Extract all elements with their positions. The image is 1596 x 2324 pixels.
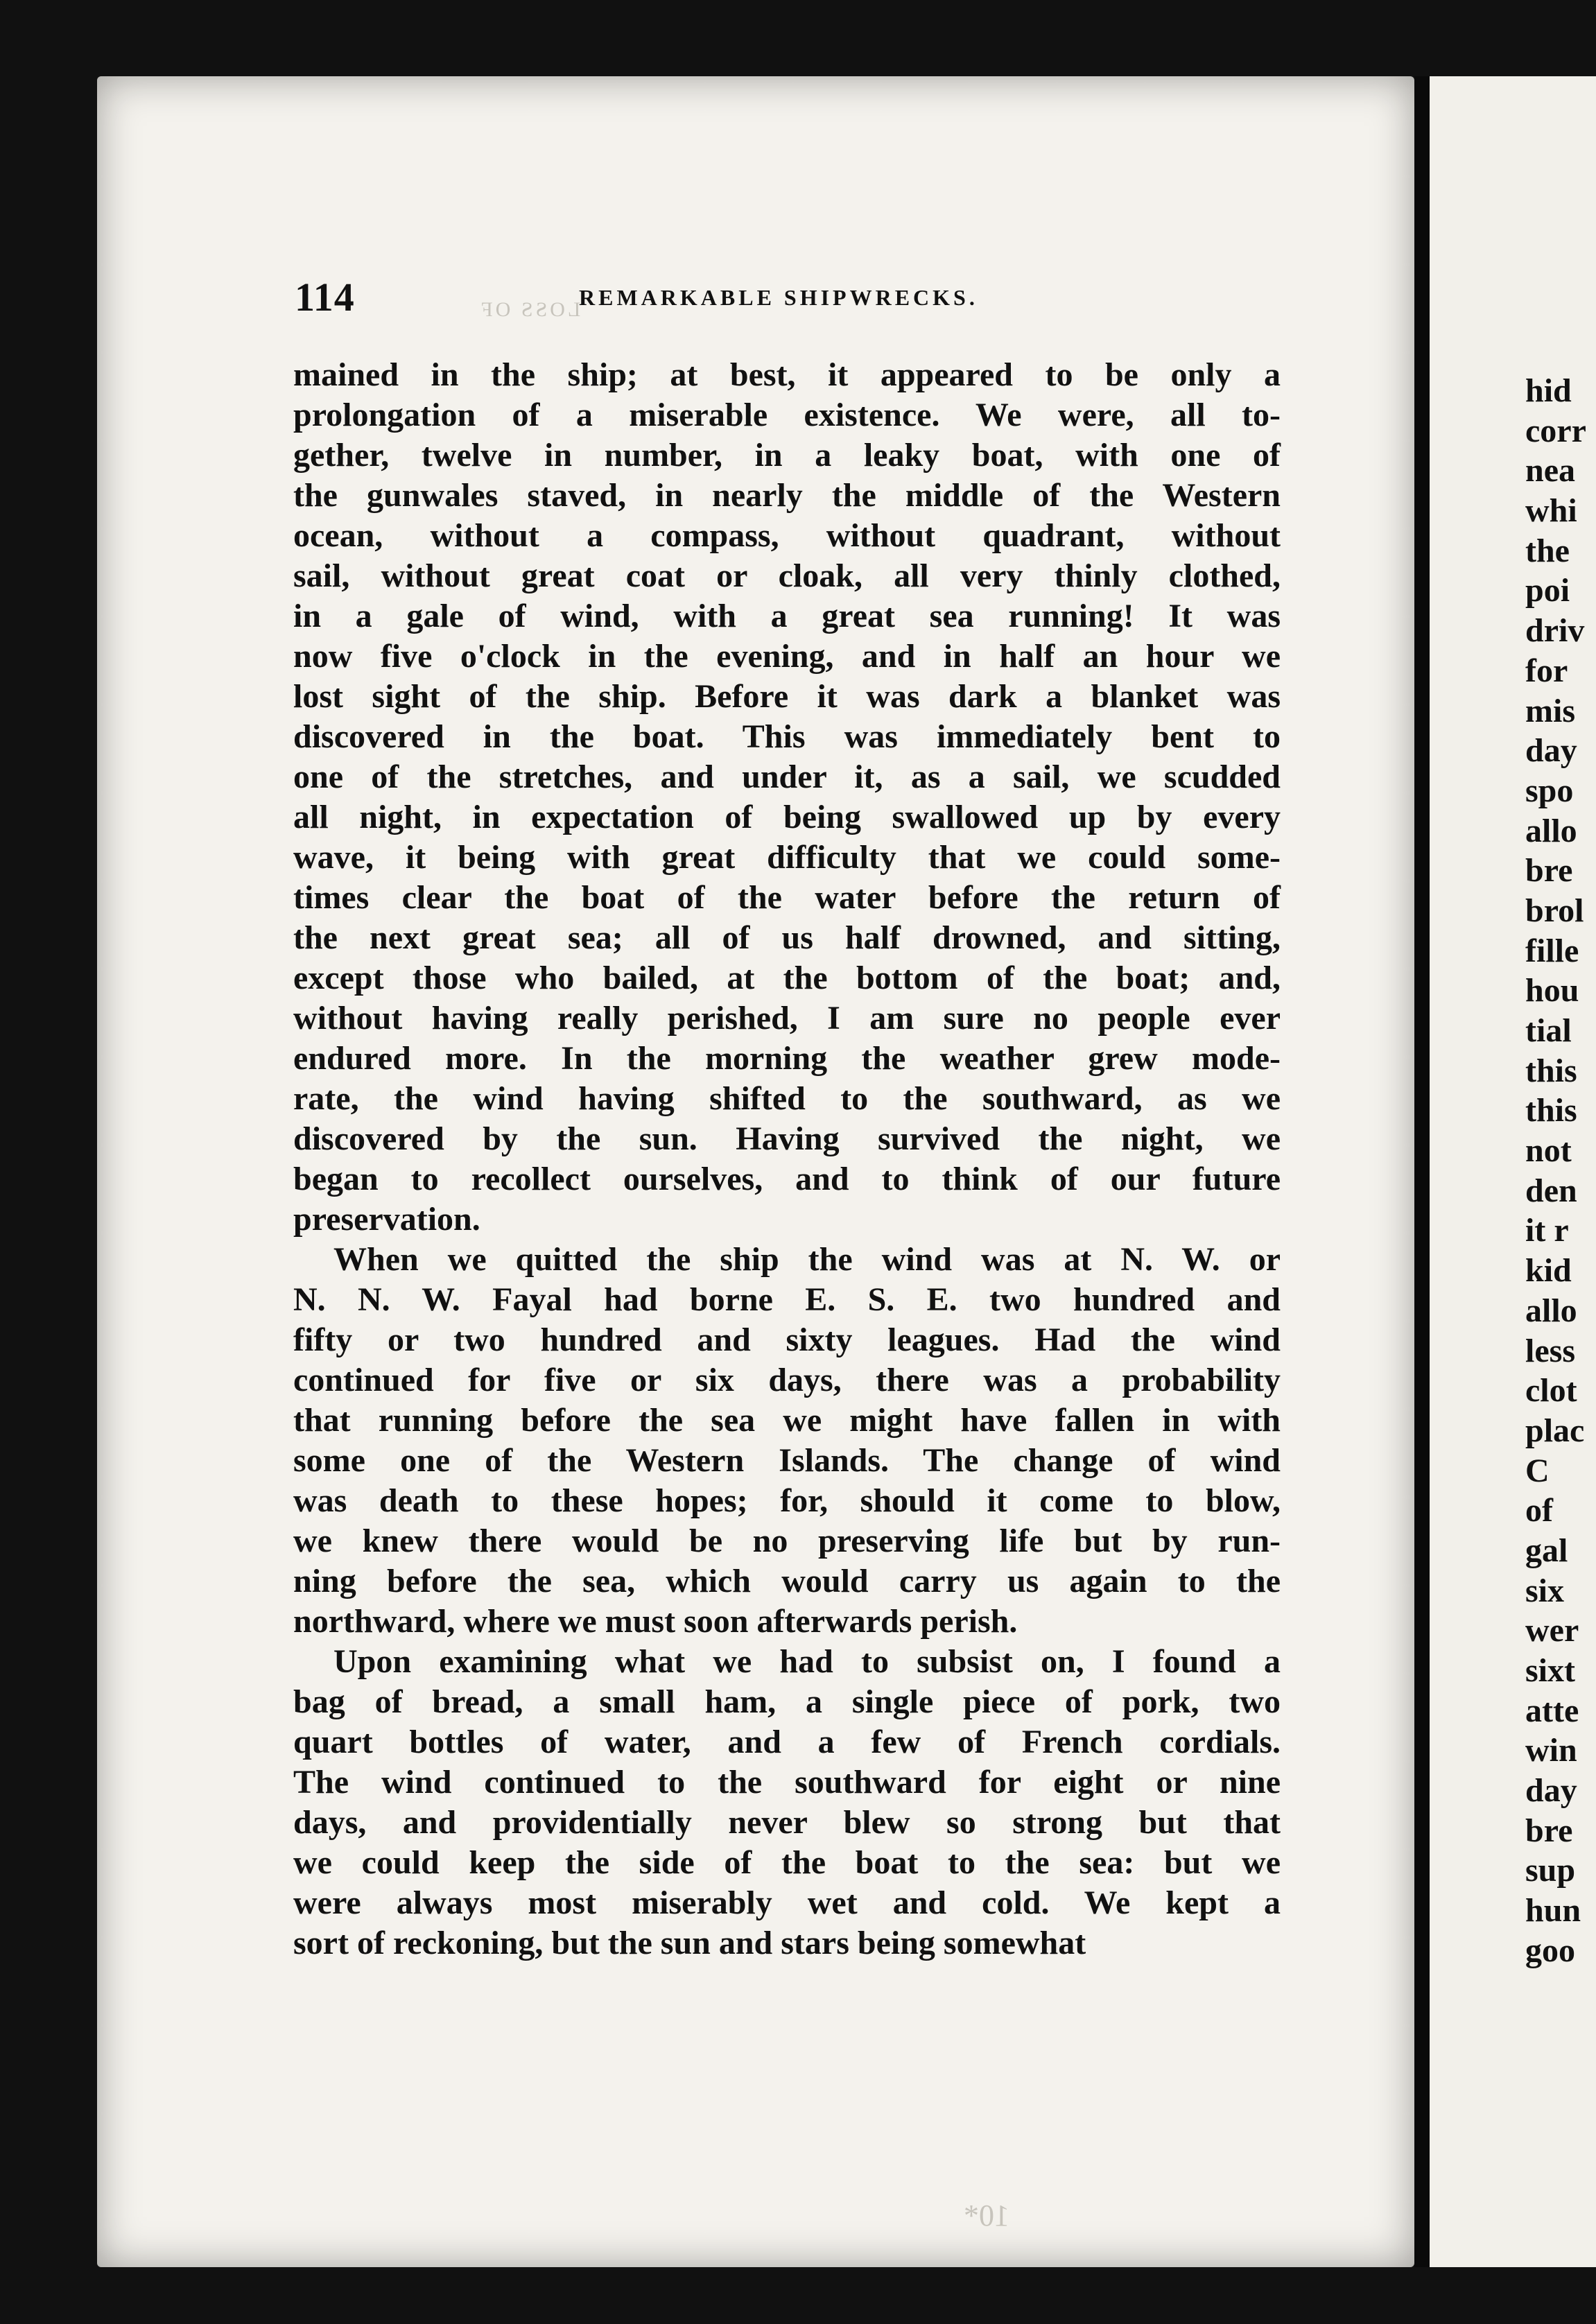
facing-page-fragment: hid (1525, 372, 1572, 409)
text-line: all night, in expectation of being swallowed up by every (293, 799, 1281, 835)
facing-page-fragment: of (1525, 1492, 1553, 1529)
facing-page-fragment: allo (1525, 1292, 1577, 1329)
facing-page-fragment: corr (1525, 412, 1586, 449)
page-number: 114 (295, 275, 355, 320)
facing-page-fragment: six (1525, 1572, 1565, 1609)
facing-page-fragment: den (1525, 1172, 1577, 1209)
facing-page-fragment: wer (1525, 1612, 1579, 1649)
facing-page-fragment: fille (1525, 932, 1579, 969)
bleed-through-heading: LOSS OF (478, 298, 581, 321)
text-line: gether, twelve in number, in a leaky boat, with one of (293, 437, 1281, 474)
text-line: lost sight of the ship. Before it was dark a blanket was (293, 678, 1281, 715)
text-line: rate, the wind having shifted to the southward, as we (293, 1080, 1281, 1117)
facing-page-fragment: C (1525, 1452, 1550, 1489)
text-line: some one of the Western Islands. The change of wind (293, 1442, 1281, 1479)
facing-page-fragment: tial (1525, 1012, 1572, 1049)
text-line: we could keep the side of the boat to the sea: but we (293, 1844, 1281, 1881)
facing-page-fragment: hun (1525, 1892, 1581, 1930)
text-line: days, and providentially never blew so strong but that (293, 1804, 1281, 1841)
text-line: now five o'clock in the evening, and in half an hour we (293, 638, 1281, 675)
facing-page-fragment: hou (1525, 972, 1579, 1009)
text-line: preservation. (293, 1201, 480, 1238)
text-line: were always most miserably wet and cold. We kept a (293, 1884, 1281, 1921)
text-line: N. N. W. Fayal had borne E. S. E. two hundred and (293, 1281, 1281, 1318)
text-line: wave, it being with great difficulty that we could some- (293, 839, 1281, 876)
text-line: The wind continued to the southward for eight or nine (293, 1764, 1281, 1801)
text-line: we knew there would be no preserving life but by run- (293, 1523, 1281, 1559)
text-line: When we quitted the ship the wind was at N. W. or (333, 1241, 1281, 1278)
facing-page-fragment: bre (1525, 852, 1573, 890)
text-line: continued for five or six days, there was a probability (293, 1362, 1281, 1398)
text-line: without having really perished, I am sure no people ever (293, 1000, 1281, 1037)
facing-page-fragment: this (1525, 1092, 1577, 1129)
text-line: the next great sea; all of us half drowned, and sitting, (293, 919, 1281, 956)
text-line: bag of bread, a small ham, a single piece of pork, two (293, 1683, 1281, 1720)
facing-page-fragment: mis (1525, 692, 1575, 729)
text-line: that running before the sea we might have fallen in with (293, 1402, 1281, 1439)
text-line: in a gale of wind, with a great sea running! It was (293, 598, 1281, 634)
text-line: ning before the sea, which would carry us again to the (293, 1563, 1281, 1599)
facing-page-fragment: kid (1525, 1252, 1572, 1290)
text-line: discovered by the sun. Having survived the night, we (293, 1120, 1281, 1157)
facing-page-fragment: sup (1525, 1852, 1576, 1889)
facing-page-fragment: brol (1525, 892, 1584, 929)
text-line: sail, without great coat or cloak, all very thinly clothed, (293, 557, 1281, 594)
text-line: one of the stretches, and under it, as a sail, we scudded (293, 758, 1281, 795)
text-line: quart bottles of water, and a few of French cordials. (293, 1724, 1281, 1760)
book-gutter (1414, 76, 1430, 2267)
text-line: ocean, without a compass, without quadrant, without (293, 517, 1281, 554)
facing-page-fragment: less (1525, 1332, 1575, 1369)
text-line: sort of reckoning, but the sun and stars being somewhat (293, 1925, 1086, 1961)
text-line: was death to these hopes; for, should it come to blow, (293, 1482, 1281, 1519)
bleed-through-footer: 10* (964, 2199, 1009, 2232)
facing-page-fragment: bre (1525, 1812, 1573, 1849)
text-line: except those who bailed, at the bottom of the boat; and, (293, 960, 1281, 996)
text-line: fifty or two hundred and sixty leagues. Had the wind (293, 1321, 1281, 1358)
facing-page-fragment: for (1525, 652, 1568, 689)
text-line: northward, where we must soon afterwards perish. (293, 1603, 1018, 1640)
facing-page-fragment: spo (1525, 772, 1574, 809)
text-line: endured more. In the morning the weather grew mode- (293, 1040, 1281, 1077)
facing-page-fragment: nea (1525, 452, 1575, 489)
running-title: REMARKABLE SHIPWRECKS. (579, 285, 978, 310)
facing-page-text (1525, 371, 1596, 1971)
facing-page-fragment: poi (1525, 572, 1570, 609)
facing-page-fragment: atte (1525, 1692, 1579, 1729)
text-line: discovered in the boat. This was immediately bent to (293, 718, 1281, 755)
facing-page-fragment: plac (1525, 1412, 1585, 1449)
facing-page-fragment: this (1525, 1052, 1577, 1089)
text-line: the gunwales staved, in nearly the middle of the Western (293, 477, 1281, 514)
facing-page-fragment: day (1525, 1772, 1577, 1810)
facing-page-fragment: the (1525, 532, 1570, 569)
facing-page-fragment: day (1525, 732, 1577, 770)
text-line: began to recollect ourselves, and to think of our future (293, 1161, 1281, 1197)
text-line: Upon examining what we had to subsist on, I found a (333, 1643, 1281, 1680)
text-line: prolongation of a miserable existence. We were, all to- (293, 397, 1281, 433)
facing-page-fragment: it r (1525, 1212, 1569, 1249)
body-text (293, 355, 1281, 1963)
facing-page-fragment: not (1525, 1132, 1572, 1170)
facing-page-fragment: allo (1525, 812, 1577, 849)
facing-page-fragment: driv (1525, 612, 1585, 650)
facing-page-fragment: gal (1525, 1532, 1568, 1569)
facing-page-fragment: clot (1525, 1372, 1577, 1410)
facing-page-fragment: win (1525, 1732, 1577, 1769)
facing-page-fragment: sixt (1525, 1652, 1575, 1689)
running-head (295, 274, 1279, 322)
facing-page-fragment: goo (1525, 1932, 1575, 1969)
facing-page-fragment: whi (1525, 492, 1577, 530)
text-line: times clear the boat of the water before the return of (293, 879, 1281, 916)
text-line: mained in the ship; at best, it appeared to be only a (293, 356, 1281, 393)
